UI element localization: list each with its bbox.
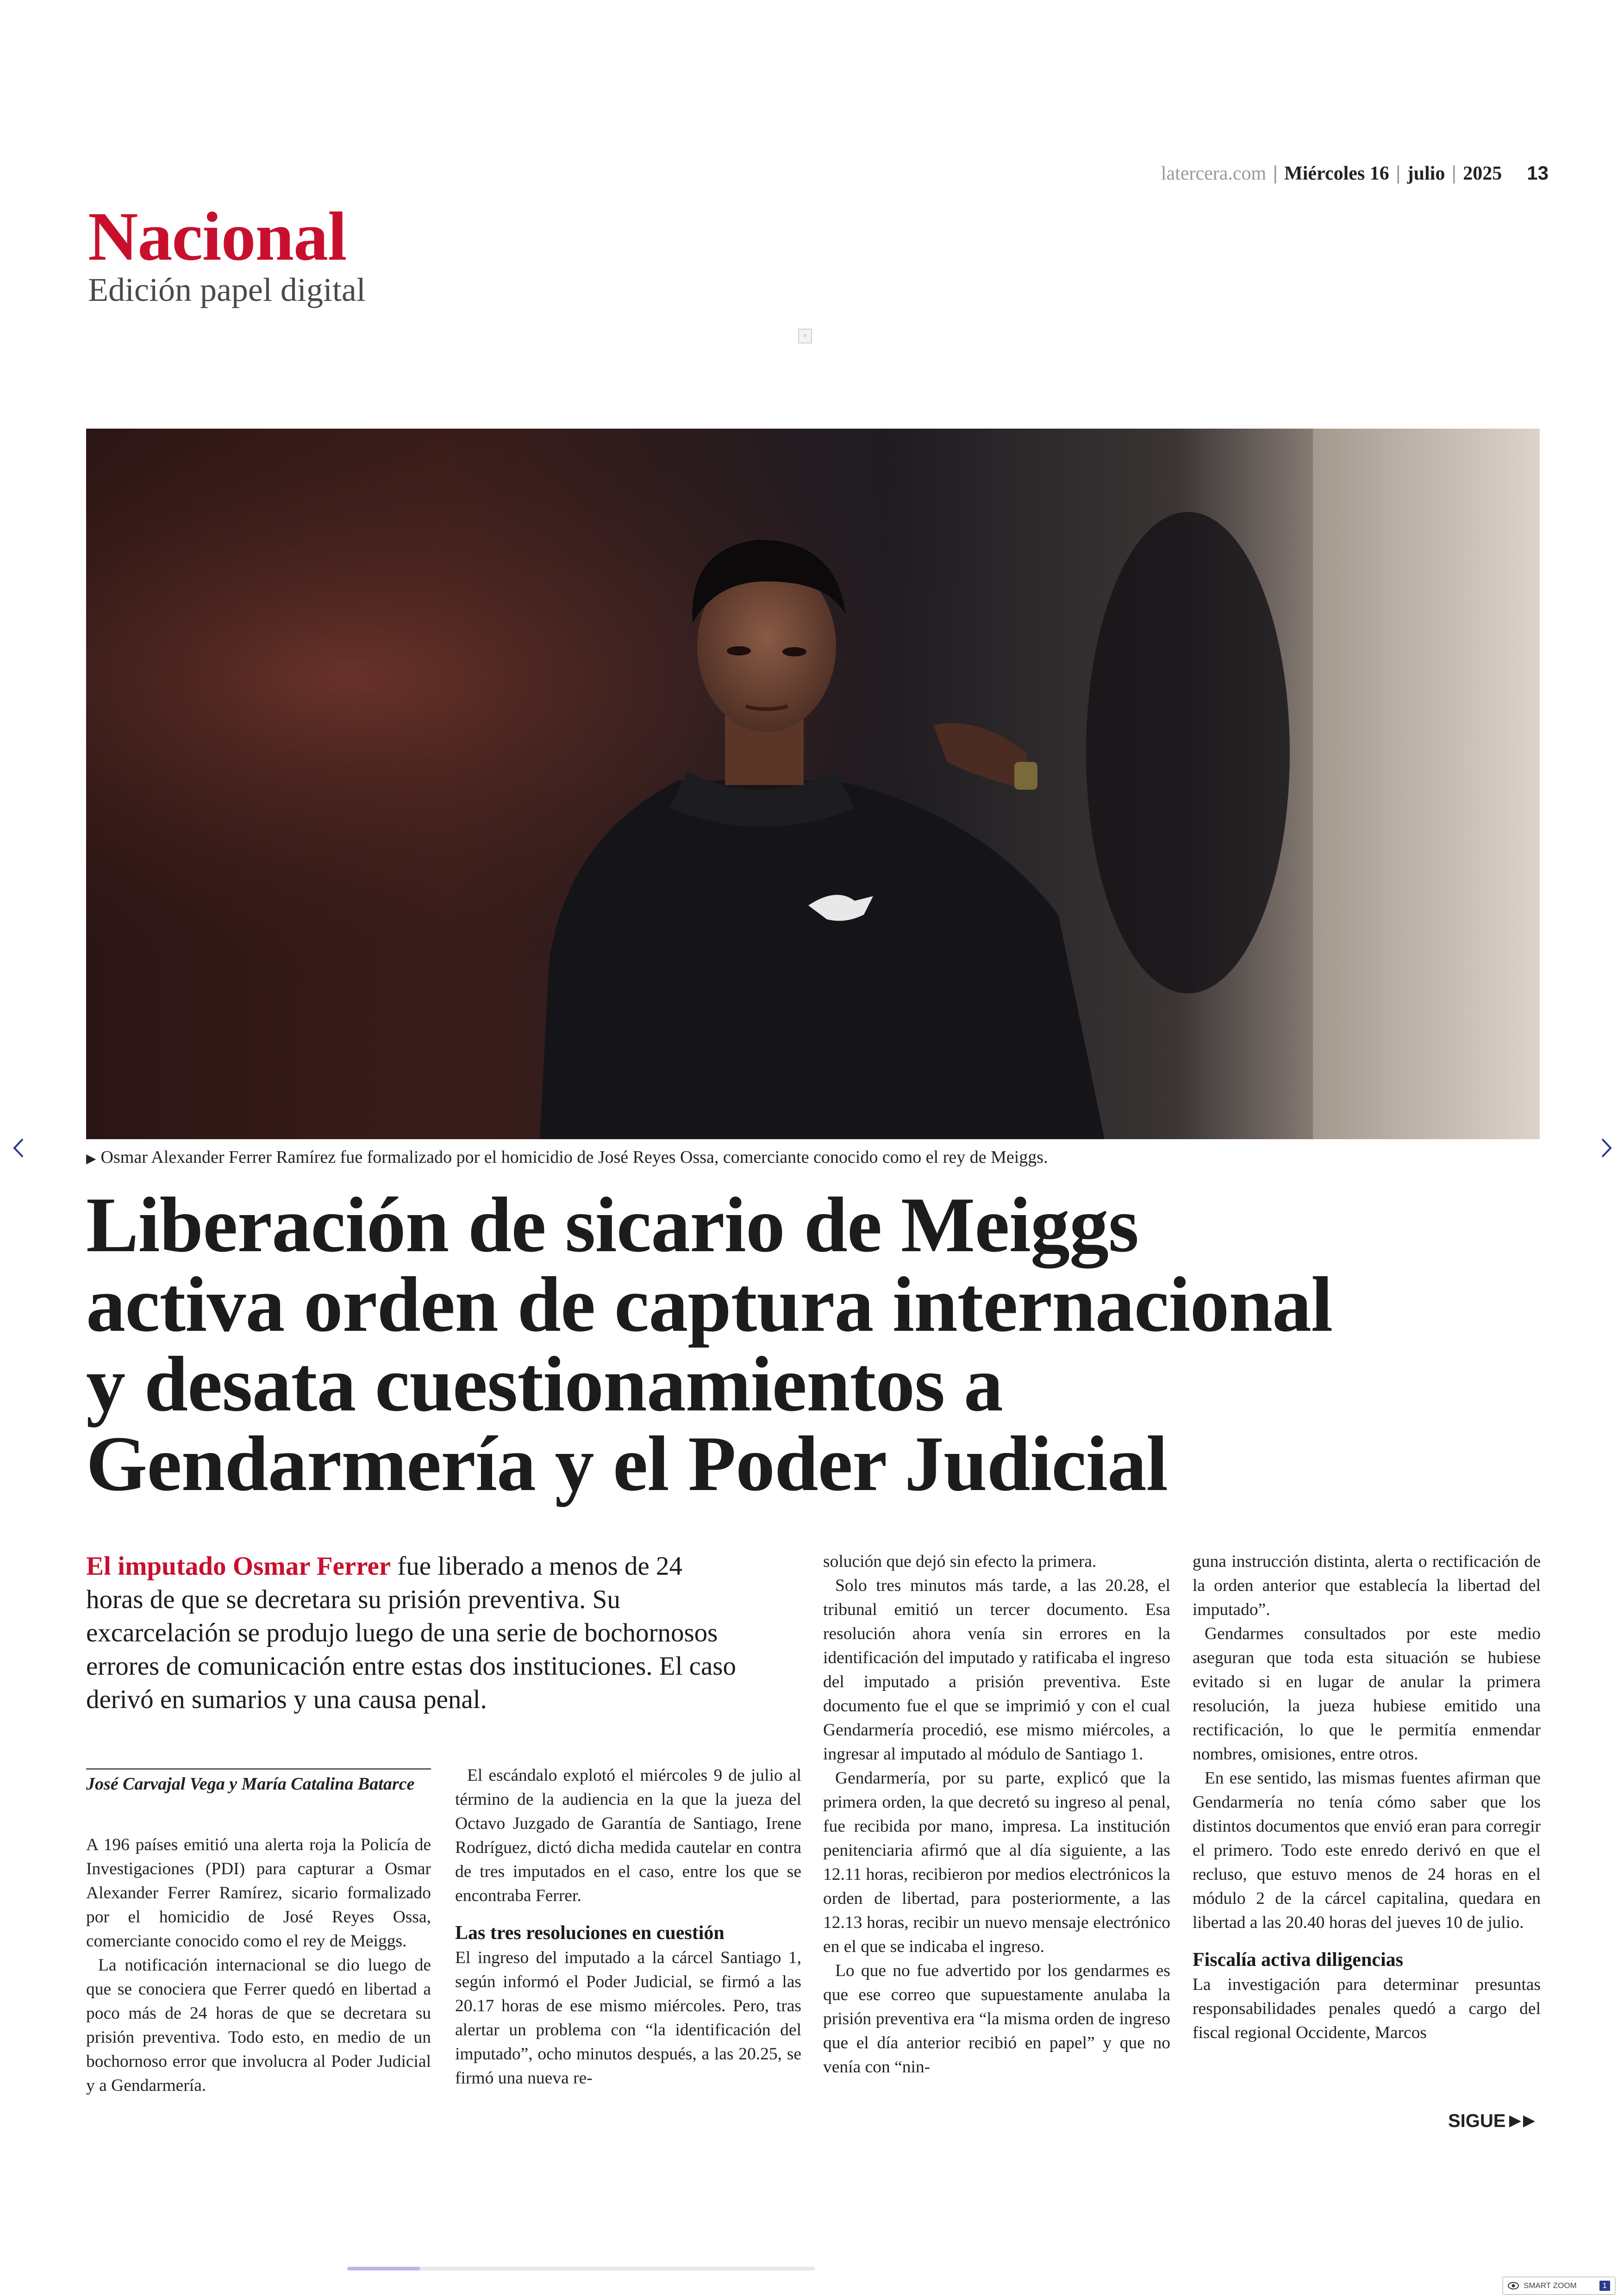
next-page-button[interactable] [1593, 1129, 1620, 1166]
article-column-3 [823, 1550, 1170, 2079]
eye-icon [1508, 2282, 1519, 2289]
section-title: Nacional [88, 198, 347, 275]
play-triangle-icon: ▶ [86, 1151, 96, 1166]
headline-line: y desata cuestionamientos a [86, 1341, 1003, 1428]
chevron-left-icon [12, 1136, 25, 1160]
paragraph: A 196 países emitió una alerta roja la Policía de Investigaciones (PDI) para capturar a Osmar Alexander Ferrer Ramírez, sicario formalizado por el homicidio de José Reyes Ossa, comerciante conocido como el rey de Meiggs. [86, 1835, 431, 1951]
date-day: Miércoles 16 [1284, 163, 1389, 184]
lead-kicker: El imputado Osmar Ferrer [86, 1552, 391, 1581]
headline [86, 1181, 1521, 1507]
lead-text: fue liberado a menos de 24 horas de que se decretara su prisión preventiva. Su excarcelación se produjo luego de una serie de bochornosos errores de comunicación entre estas dos instituciones. El caso derivó en sumarios y una causa penal. [86, 1552, 736, 1714]
paragraph: El ingreso del imputado a la cárcel Santiago 1, según informó el Poder Judicial, se firmó a las 20.17 horas de ese mismo miércoles. Pero, tras alertar un problema con “la identificación del imputado”, ocho minutos después, a las 20.25, se firmó una nueva re- [455, 1948, 801, 2088]
paragraph: El escándalo explotó el miércoles 9 de julio al término de la audiencia en la que la jueza del Octavo Juzgado de Garantía de Santiago, Irene Rodríguez, dictó dicha medida cautelar en contra de tres imputados en el caso, entre los que se encontraba Ferrer. [455, 1766, 801, 1905]
smart-zoom-value: 1 [1599, 2281, 1610, 2291]
double-arrow-icon [1508, 2114, 1538, 2128]
smart-zoom-button[interactable] [1502, 2276, 1616, 2295]
article-column-2 [455, 1764, 801, 2090]
byline: José Carvajal Vega y María Catalina Batarce [86, 1774, 415, 1794]
paragraph: Lo que no fue advertido por los gendarmes es que ese correo que supuestamente anulaba la prisión preventiva era “la misma orden de ingreso que el día anterior recibió en papel” y que no venía con “nin- [823, 1961, 1170, 2077]
placeholder-icon: ▫ [798, 329, 812, 343]
date-year: 2025 [1463, 163, 1502, 184]
paragraph: Solo tres minutos más tarde, a las 20.28, el tribunal emitió un tercer documento. Esa resolución ahora venía sin errores en la identificación del imputado y ratificaba el ingreso del imputado a prisión preventiva. Este documento fue el que se imprimió y con el cual Gendarmería procedió, ese mismo miércoles, a ingresar al imputado al módulo de Santiago 1. [823, 1576, 1170, 1764]
paragraph: En ese sentido, las mismas fuentes afirman que Gendarmería no tenía cómo saber que los distintos documentos que envió eran para corregir el primero. Todo este enredo derivó en que el recluso, que estuvo menos de 24 horas en el módulo 2 de la cárcel capitalina, quedara en libertad a las 20.40 horas del jueves 10 de julio. [1193, 1769, 1541, 1932]
page-progress-bar[interactable] [347, 2267, 815, 2270]
paragraph: Gendarmería, por su parte, explicó que la primera orden, la que decretó su ingreso al penal, fue recibida por mano, impresa. La institución penitenciaria afirmó que al día siguiente, a las 12.11 horas, recibieron por medios electrónicos la orden de libertad, para posteriormente, a las 12.13 horas, recibir un nuevo mensaje electrónico en el que se indicaba el ingreso. [823, 1769, 1170, 1956]
paragraph: La investigación para determinar presuntas responsabilidades penales quedó a cargo del fiscal regional Occidente, Marcos [1193, 1975, 1541, 2042]
byline-rule [86, 1768, 431, 1770]
lead-paragraph [86, 1550, 743, 1716]
smart-zoom-label: SMART ZOOM [1524, 2281, 1577, 2290]
separator: | [1273, 162, 1278, 184]
article-column-4 [1193, 1550, 1541, 2045]
paragraph: guna instrucción distinta, alerta o rectificación de la orden anterior que establecía la libertad del imputado”. [1193, 1552, 1541, 1619]
page-progress-fill [347, 2267, 420, 2270]
subheading: Las tres resoluciones en cuestión [455, 1922, 725, 1944]
headline-line: activa orden de captura internacional [86, 1261, 1333, 1348]
continue-link[interactable] [1448, 2111, 1538, 2132]
separator: | [1395, 162, 1401, 184]
continue-label: SIGUE [1448, 2111, 1506, 2131]
previous-page-button[interactable] [5, 1129, 32, 1166]
paragraph: La notificación internacional se dio luego de que se conociera que Ferrer quedó en libertad a poco más de 24 horas de que se decretara su prisión preventiva. Todo esto, en medio de un bochornoso error que involucra al Poder Judicial y a Gendarmería. [86, 1956, 431, 2095]
headline-line: Gendarmería y el Poder Judicial [86, 1420, 1168, 1507]
headline-line: Liberación de sicario de Meiggs [86, 1181, 1139, 1268]
article-column-1 [86, 1833, 431, 2098]
photo-caption [86, 1144, 1336, 1172]
article-photo [86, 429, 1540, 1139]
paragraph: solución que dejó sin efecto la primera. [823, 1552, 1097, 1571]
paragraph: Gendarmes consultados por este medio aseguran que toda esta situación se hubiese evitado si en lugar de anular la primera resolución, la jueza hubiese emitido una rectificación, lo que le permitía enmendar nombres, omisiones, entre otros. [1193, 1624, 1541, 1764]
subheading: Fiscalía activa diligencias [1193, 1949, 1403, 1971]
site-name: latercera.com [1161, 163, 1267, 184]
edition-label: Edición papel digital [88, 271, 366, 308]
date-month: julio [1407, 163, 1445, 184]
chevron-right-icon [1599, 1136, 1613, 1160]
page-number: 13 [1527, 162, 1549, 184]
caption-text: Osmar Alexander Ferrer Ramírez fue formalizado por el homicidio de José Reyes Ossa, comerciante conocido como el rey de Meiggs. [100, 1148, 1048, 1167]
masthead [1123, 162, 1549, 190]
separator: | [1451, 162, 1457, 184]
